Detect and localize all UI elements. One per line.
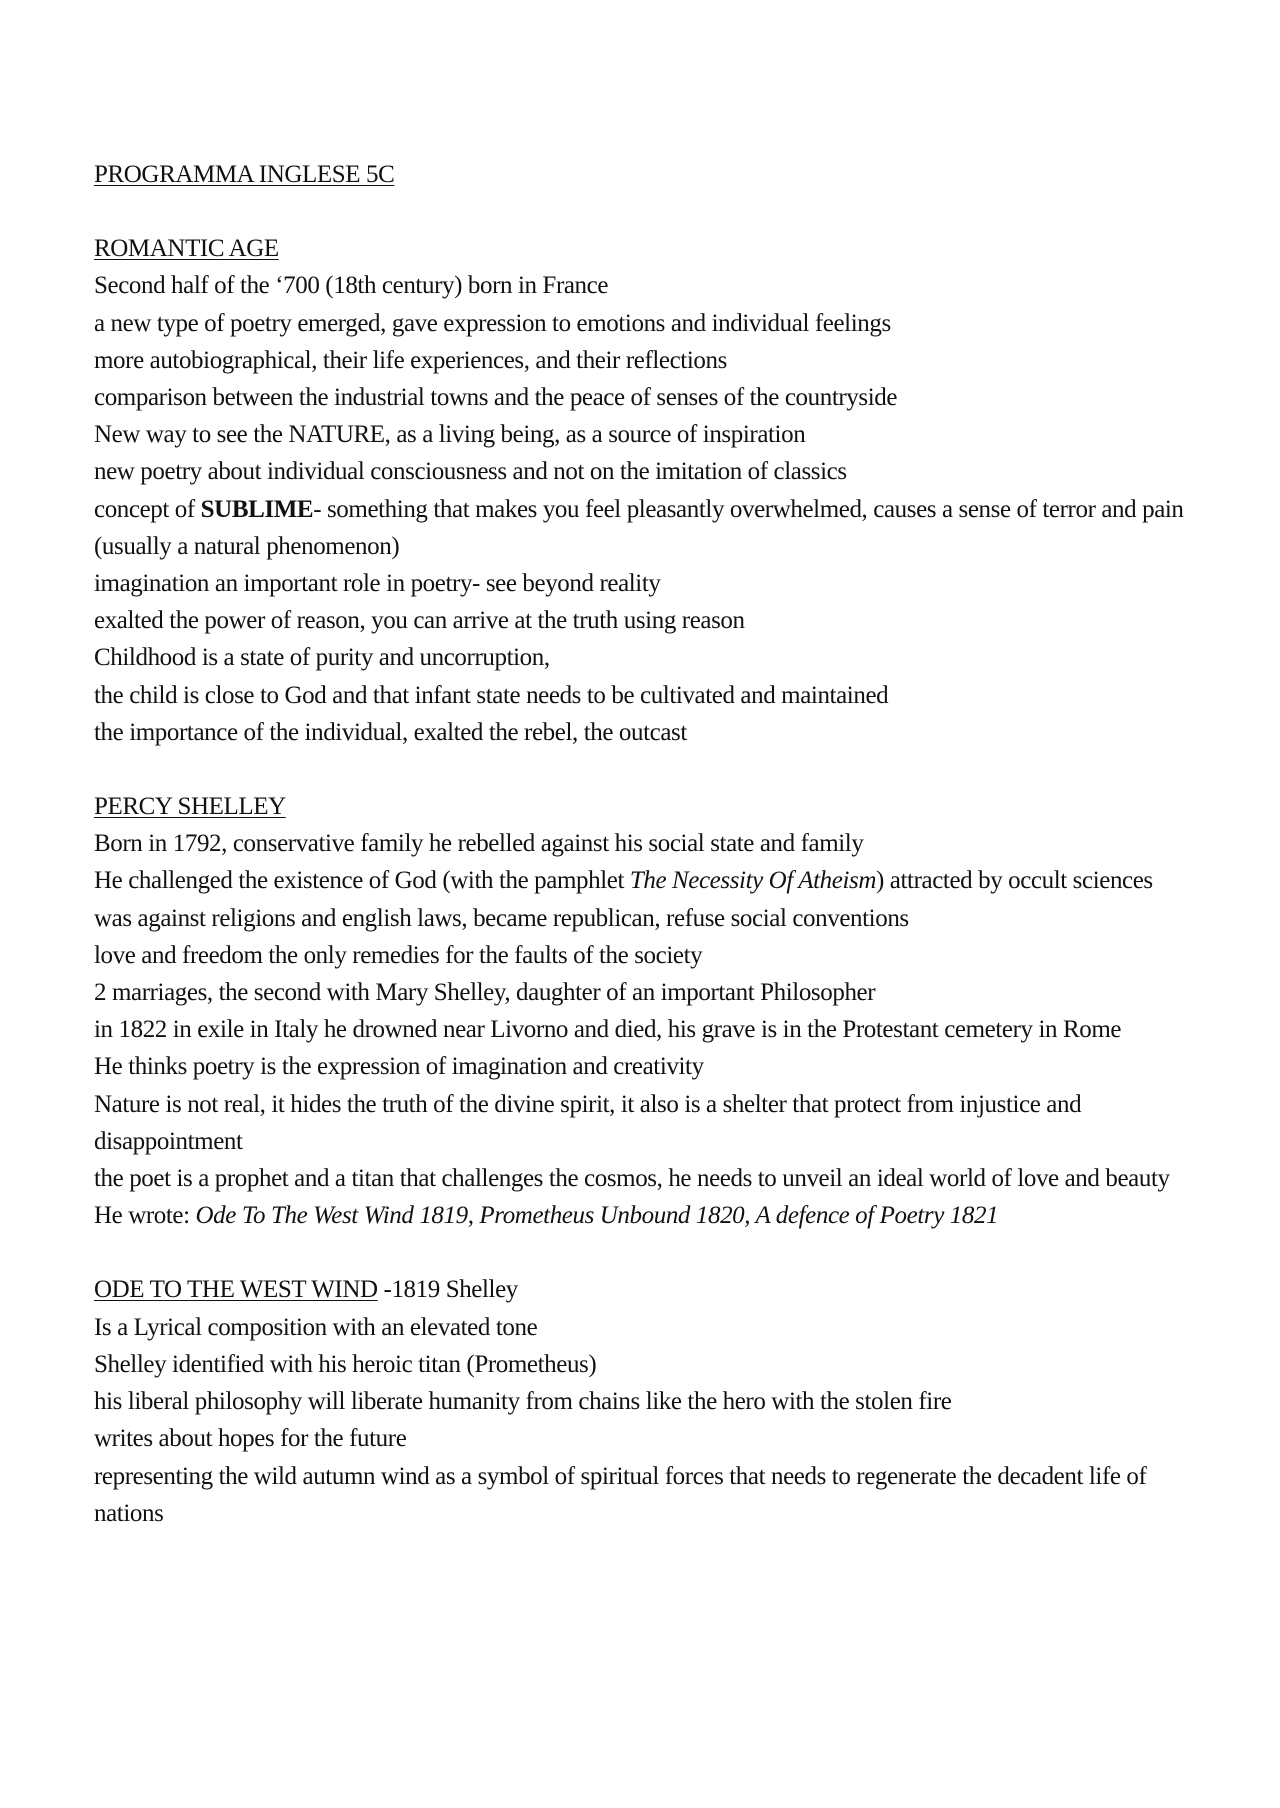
ode-heading-line — [94, 1271, 1214, 1308]
section-heading-ode: ODE TO THE WEST WIND — [94, 1276, 378, 1304]
section-percy-shelley — [94, 788, 1214, 1234]
works-list: Ode To The West Wind 1819, Prometheus Unbound 1820, A defence of Poetry 1821 — [195, 1202, 999, 1230]
text-line: Childhood is a state of purity and uncorruption, — [94, 644, 550, 672]
document-title: PROGRAMMA INGLESE 5C — [94, 161, 395, 188]
text-line: more autobiographical, their life experiences, and their reflections — [94, 346, 727, 374]
pamphlet-rest: ) attracted by occult sciences — [876, 867, 1153, 895]
text-line: Nature is not real, it hides the truth of the divine spirit, it also is a shelter that protect from injustice and disappointment — [94, 1090, 1082, 1155]
text-line: exalted the power of reason, you can arrive at the truth using reason — [94, 607, 745, 635]
ode-heading-suffix: -1819 Shelley — [377, 1276, 518, 1304]
text-line: imagination an important role in poetry- see beyond reality — [94, 570, 661, 598]
works-line — [94, 1197, 1214, 1234]
text-line: the importance of the individual, exalted the rebel, the outcast — [94, 718, 687, 746]
text-line: Second half of the ‘700 (18th century) born in France — [94, 272, 609, 300]
text-line: He thinks poetry is the expression of imagination and creativity — [94, 1053, 704, 1081]
sublime-prefix: concept of — [94, 495, 201, 523]
text-line: representing the wild autumn wind as a symbol of spiritual forces that needs to regenerate the decadent life of nations — [94, 1462, 1147, 1527]
sublime-term: SUBLIME — [200, 495, 314, 523]
text-line: Shelley identified with his heroic titan (Prometheus) — [94, 1350, 597, 1378]
pamphlet-prefix: He challenged the existence of God (with the pamphlet — [94, 867, 630, 895]
text-line: in 1822 in exile in Italy he drowned near Livorno and died, his grave is in the Protestant cemetery in Rome — [94, 1016, 1122, 1044]
text-line: a new type of poetry emerged, gave expression to emotions and individual feelings — [94, 309, 891, 337]
text-line: the poet is a prophet and a titan that challenges the cosmos, he needs to unveil an ideal world of love and beauty — [94, 1165, 1170, 1193]
pamphlet-title: The Necessity Of Atheism — [629, 867, 877, 895]
text-line: love and freedom the only remedies for the faults of the society — [94, 941, 703, 969]
text-line: New way to see the NATURE, as a living being, as a source of inspiration — [94, 421, 806, 449]
section-heading-percy-shelley: PERCY SHELLEY — [94, 793, 286, 821]
text-line: was against religions and english laws, became republican, refuse social conventions — [94, 904, 909, 932]
section-heading-romantic-age: ROMANTIC AGE — [94, 235, 279, 263]
pamphlet-paragraph — [94, 862, 1214, 899]
works-prefix: He wrote: — [94, 1202, 196, 1230]
text-line: the child is close to God and that infant state needs to be cultivated and maintained — [94, 681, 889, 709]
text-line: new poetry about individual consciousness and not on the imitation of classics — [94, 458, 847, 486]
text-line: his liberal philosophy will liberate humanity from chains like the hero with the stolen fire — [94, 1388, 952, 1416]
document-page — [94, 156, 1214, 1532]
text-line: writes about hopes for the future — [94, 1425, 407, 1453]
text-line: Is a Lyrical composition with an elevated tone — [94, 1313, 538, 1341]
text-line: 2 marriages, the second with Mary Shelley, daughter of an important Philosopher — [94, 979, 876, 1007]
section-ode-west-wind — [94, 1271, 1214, 1531]
text-line: comparison between the industrial towns and the peace of senses of the countryside — [94, 384, 898, 412]
text-line: Born in 1792, conservative family he rebelled against his social state and family — [94, 830, 864, 858]
sublime-definition: - something that makes you feel pleasantly overwhelmed, causes a sense of terror and pain (usually a natural phenomenon) — [94, 495, 1184, 560]
section-romantic-age — [94, 230, 1214, 751]
sublime-paragraph — [94, 491, 1214, 565]
